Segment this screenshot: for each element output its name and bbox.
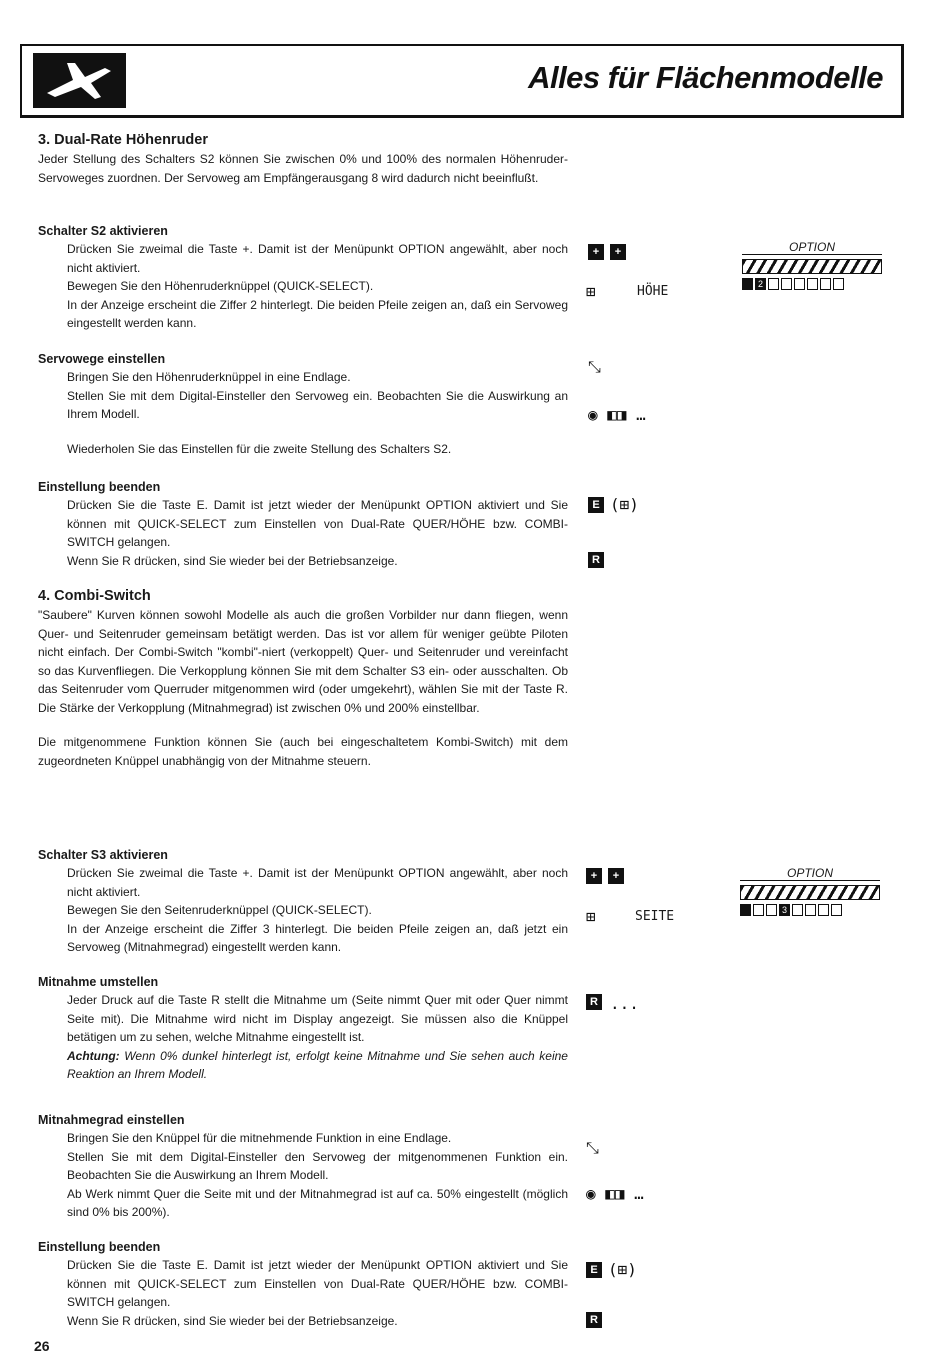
quick-select-icon: (⊞) [608, 1260, 637, 1279]
section-dual-rate [38, 131, 568, 187]
subsection-heading: Servowege einstellen [38, 352, 166, 366]
lcd-cells [742, 278, 882, 290]
lcd-title: OPTION [740, 866, 880, 881]
section-heading: 4. Combi-Switch [38, 588, 151, 604]
paragraph: Jeder Stellung des Schalters S2 können Sie zwischen 0% und 100% des normalen Höhenruder-Servoweges zuordnen. Der Servoweg am Empfängerausgang 8 wird dadurch nicht beeinflußt. [38, 152, 568, 185]
plus-key-icon: + [588, 244, 604, 260]
subsection-heading: Schalter S3 aktivieren [38, 848, 168, 862]
subsection-heading: Einstellung beenden [38, 1240, 161, 1254]
paragraph: Drücken Sie die Taste E. Damit ist jetzt wieder der Menüpunkt OPTION aktiviert und Sie können mit QUICK-SELECT zum Einstellen von Dual-Rate QUER/HÖHE bzw. COMBI-SWITCH gelangen. [67, 498, 568, 549]
paragraph: Wenn Sie R drücken, sind Sie wieder bei der Betriebsanzeige. [67, 553, 398, 568]
stick-endpoint-icon: ⤡ [586, 1138, 599, 1157]
lcd-cell [818, 904, 829, 916]
quick-select-icon: (⊞) [610, 495, 639, 514]
ellipsis: ... [610, 994, 639, 1013]
subsection-heading: Einstellung beenden [38, 480, 161, 494]
paragraph: Bringen Sie den Höhenruderknüppel in eine Endlage. [67, 370, 351, 384]
lcd-display-2 [740, 866, 880, 916]
lcd-cell [792, 904, 803, 916]
subsection-switch-coupling [38, 973, 568, 1084]
subsection-heading: Mitnahme umstellen [38, 975, 159, 989]
paragraph: Die mitgenommene Funktion können Sie (auch bei eingeschaltetem Kombi-Switch) mit dem zugeordneten Knüppel unabhängig von der Mitnahme steuern. [38, 735, 568, 768]
r-key-icon: R [586, 1312, 602, 1328]
lcd-cell [753, 904, 764, 916]
stick-selector-icon: ⊞ [586, 282, 596, 301]
lcd-cells [740, 904, 880, 916]
subsection-activate-s2 [38, 222, 568, 333]
paragraph: Drücken Sie die Taste E. Damit ist jetzt wieder der Menüpunkt OPTION aktiviert und Sie können mit QUICK-SELECT zum Einstellen von Dual-Rate QUER/HÖHE bzw. COMBI-SWITCH gelangen. [67, 1258, 568, 1309]
paragraph: In der Anzeige erscheint die Ziffer 2 hinterlegt. Die beiden Pfeile zeigen an, daß ein Servoweg eingestellt werden kann. [67, 297, 568, 330]
paragraph: Ab Werk nimmt Quer die Seite mit und der Mitnahmegrad ist auf ca. 50% eingestellt (möglich sind 0% bis 200%). [67, 1186, 568, 1219]
paragraph: Bewegen Sie den Höhenruderknüppel (QUICK-SELECT). [67, 279, 374, 293]
section-heading: 3. Dual-Rate Höhenruder [38, 132, 208, 148]
lcd-cell [807, 278, 818, 290]
plus-key-icon: + [610, 244, 626, 260]
paragraph: Wenn Sie R drücken, sind Sie wieder bei der Betriebsanzeige. [67, 1313, 398, 1328]
paragraph: Stellen Sie mit dem Digital-Einsteller den Servoweg ein. Beobachten Sie die Auswirkung an Ihrem Modell. [67, 388, 568, 421]
warning-note [67, 1047, 568, 1084]
paragraph: Jeder Druck auf die Taste R stellt die Mitnahme um (Seite nimmt Quer mit oder Quer nimmt Seite mit). Die Mitnahme wird nicht im Display angezeigt. Sie müssen also die Knüppel betätigen um zu sehen, welche Mitnahme eingestellt ist. [67, 993, 568, 1044]
page-title: Alles für Flächenmodelle [528, 60, 883, 95]
subsection-heading: Mitnahmegrad einstellen [38, 1113, 185, 1127]
lcd-cell [794, 278, 805, 290]
lcd-cell-marked: 2 [755, 278, 766, 290]
lcd-cell [833, 278, 844, 290]
e-key-icon: E [586, 1262, 602, 1278]
lcd-cell-marked: 3 [779, 904, 790, 916]
digital-adjuster-icon: ◉ ◧◨ … [588, 405, 646, 424]
airplane-logo-icon [33, 53, 126, 108]
plus-key-icon: + [586, 868, 602, 884]
digital-adjuster-icon: ◉ ◧◨ … [586, 1184, 644, 1203]
paragraph: "Saubere" Kurven können sowohl Modelle als auch die großen Vorbilder nur dann fliegen, wenn Quer- und Seitenruder gemeinsam betätigt werden. Das ist vor allem für weniger geübte Piloten nicht einfach. Der Combi-Switch "kombi"-niert (verkoppelt) Quer- und Seitenruder und vereinfacht so das Kurvenfliegen. Die Verkopplung können Sie mit dem Schalter S3 ein- oder ausschalten. Ob das Seitenruder vom Querruder mitgenommen wird (oder umgekehrt), wählen Sie mit der Taste R. Die Stärke der Verkopplung (Mitnahmegrad) ist zwischen 0% und 200% einstellbar. [38, 608, 568, 715]
warning-text: Wenn 0% dunkel hinterlegt ist, erfolgt keine Mitnahme und Sie sehen auch keine Reaktion an Ihrem Modell. [67, 1048, 568, 1081]
paragraph: Wiederholen Sie das Einstellen für die zweite Stellung des Schalters S2. [67, 441, 452, 456]
warning-label: Achtung: [67, 1048, 120, 1063]
lcd-bar [742, 259, 882, 274]
lcd-cell [781, 278, 792, 290]
lcd-display-1 [742, 240, 882, 290]
paragraph: Drücken Sie zweimal die Taste +. Damit ist der Menüpunkt OPTION angewählt, aber noch nicht aktiviert. [67, 242, 568, 275]
stick-endpoint-icon: ⤡ [588, 357, 601, 376]
paragraph: Bewegen Sie den Seitenruderknüppel (QUICK-SELECT). [67, 903, 372, 917]
subsection-finish-2 [38, 1238, 568, 1330]
lcd-bar [740, 885, 880, 900]
channel-label-seite: SEITE [635, 909, 675, 924]
r-key-icon: R [588, 552, 604, 568]
lcd-cell [831, 904, 842, 916]
lcd-cell [820, 278, 831, 290]
subsection-heading: Schalter S2 aktivieren [38, 224, 168, 238]
channel-label-hoehe: HÖHE [637, 284, 669, 299]
page-number: 26 [34, 1338, 50, 1354]
e-key-icon: E [588, 497, 604, 513]
stick-selector-icon: ⊞ [586, 907, 596, 926]
subsection-servo-travel [38, 350, 568, 458]
lcd-cell [768, 278, 779, 290]
lcd-cell [766, 904, 777, 916]
subsection-coupling-degree [38, 1111, 568, 1222]
section-combi-switch [38, 587, 568, 770]
plus-key-icon: + [608, 868, 624, 884]
subsection-activate-s3 [38, 846, 568, 957]
lcd-cell [805, 904, 816, 916]
r-key-icon: R [586, 994, 602, 1010]
subsection-finish-1 [38, 478, 568, 570]
paragraph: Stellen Sie mit dem Digital-Einsteller den Servoweg der mitgenommenen Funktion ein. Beobachten Sie die Auswirkung an Ihrem Modell. [67, 1149, 568, 1182]
page-header [20, 44, 904, 118]
lcd-title: OPTION [742, 240, 882, 255]
paragraph: In der Anzeige erscheint die Ziffer 3 hinterlegt. Die beiden Pfeile zeigen an, daß jetzt ein Servoweg (Mitnahmegrad) eingestellt werden kann. [67, 921, 568, 954]
lcd-cell [740, 904, 751, 916]
lcd-cell [742, 278, 753, 290]
paragraph: Bringen Sie den Knüppel für die mitnehmende Funktion in eine Endlage. [67, 1131, 452, 1145]
paragraph: Drücken Sie zweimal die Taste +. Damit ist der Menüpunkt OPTION angewählt, aber noch nicht aktiviert. [67, 866, 568, 899]
